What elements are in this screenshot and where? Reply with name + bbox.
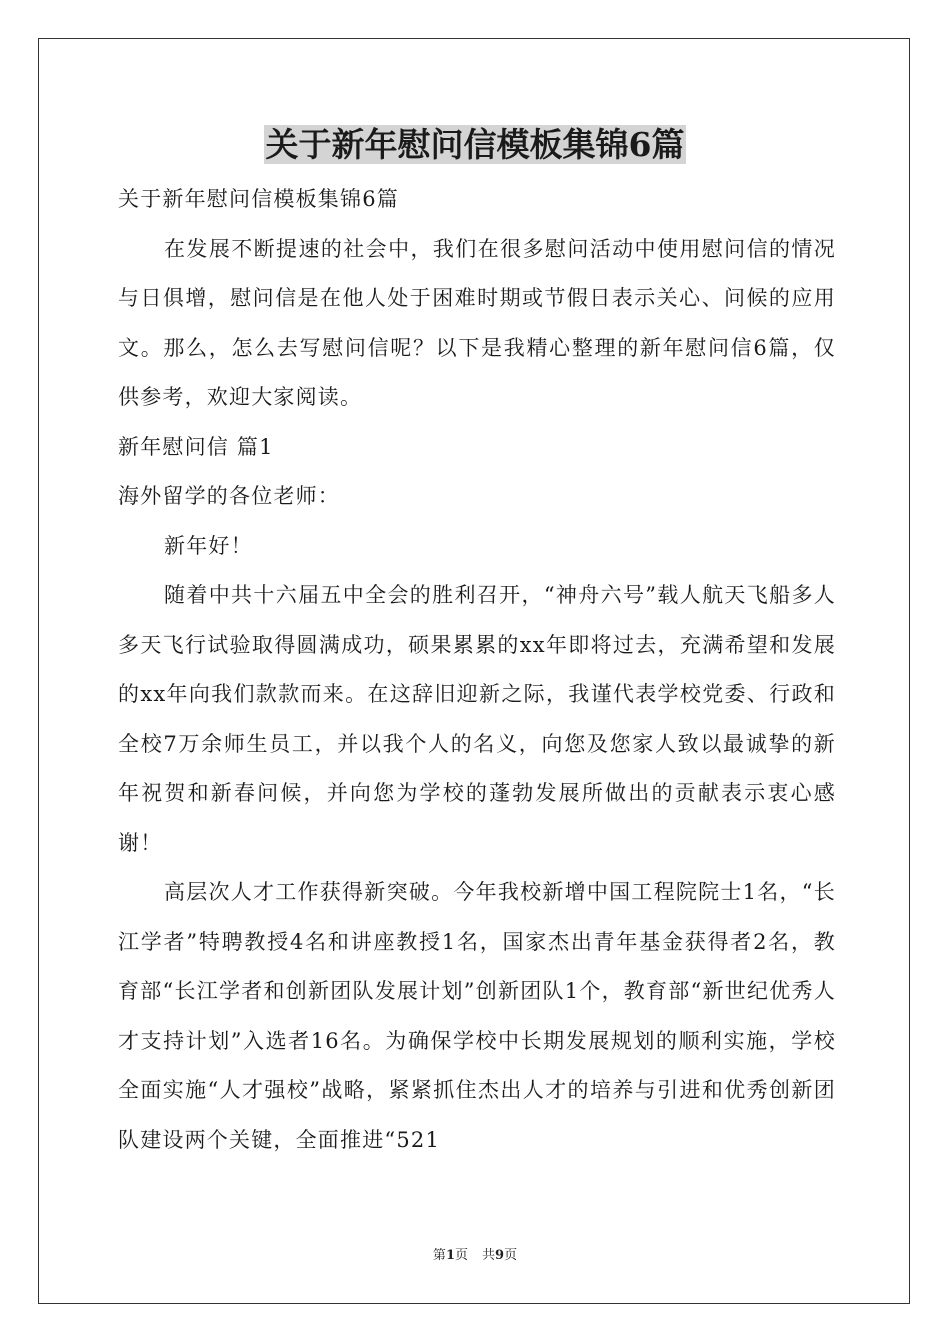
page-footer <box>0 1247 950 1265</box>
greeting: 新年好！ <box>164 533 253 558</box>
page-suffix: 页 <box>454 1248 468 1263</box>
body-paragraph: 高层次人才工作获得新突破。今年我校新增中国工程院院士1名，“长江学者”特聘教授4名和讲座教授1名，国家杰出青年基金获得者2名，教育部“长江学者和创新团队发展计划”创新团队1个，教育部“新世纪优秀人才支持计划”入选者16名。为确保学校中长期发展规划的顺利实施，学校全面实施“人才强校”战略，紧紧抓住杰出人才的培养与引进和优秀创新团队建设两个关键，全面推进“521 <box>118 880 836 1152</box>
intro-paragraph: 在发展不断提速的社会中，我们在很多慰问活动中使用慰问信的情况与日俱增，慰问信是在他人处于困难时期或节假日表示关心、问候的应用文。那么，怎么去写慰问信呢？以下是我精心整理的新年慰问信6篇，仅供参考，欢迎大家阅读。 <box>118 236 836 409</box>
body-paragraph: 随着中共十六届五中全会的胜利召开，“神舟六号”载人航天飞船多人多天飞行试验取得圆满成功，硕果累累的xx年即将过去，充满希望和发展的xx年向我们款款而来。在这辞旧迎新之际，我谨代表学校党委、行政和全校7万余师生员工，并以我个人的名义，向您及您家人致以最诚挚的新年祝贺和新春问候，并向您为学校的蓬勃发展所做出的贡献表示衷心感谢！ <box>118 583 836 855</box>
document-title-text: 关于新年慰问信模板集锦6篇 <box>265 125 685 164</box>
total-prefix: 共 <box>482 1248 496 1263</box>
total-suffix: 页 <box>504 1248 518 1263</box>
subtitle-paragraph: 关于新年慰问信模板集锦6篇 <box>118 187 399 211</box>
page-total: 9 <box>495 1248 505 1263</box>
page-prefix: 第 <box>432 1248 446 1263</box>
section-heading: 新年慰问信 篇1 <box>118 434 274 459</box>
document-body <box>118 175 836 1165</box>
salutation: 海外留学的各位老师： <box>118 484 340 508</box>
document-title <box>0 122 950 168</box>
page-current: 1 <box>445 1248 455 1263</box>
